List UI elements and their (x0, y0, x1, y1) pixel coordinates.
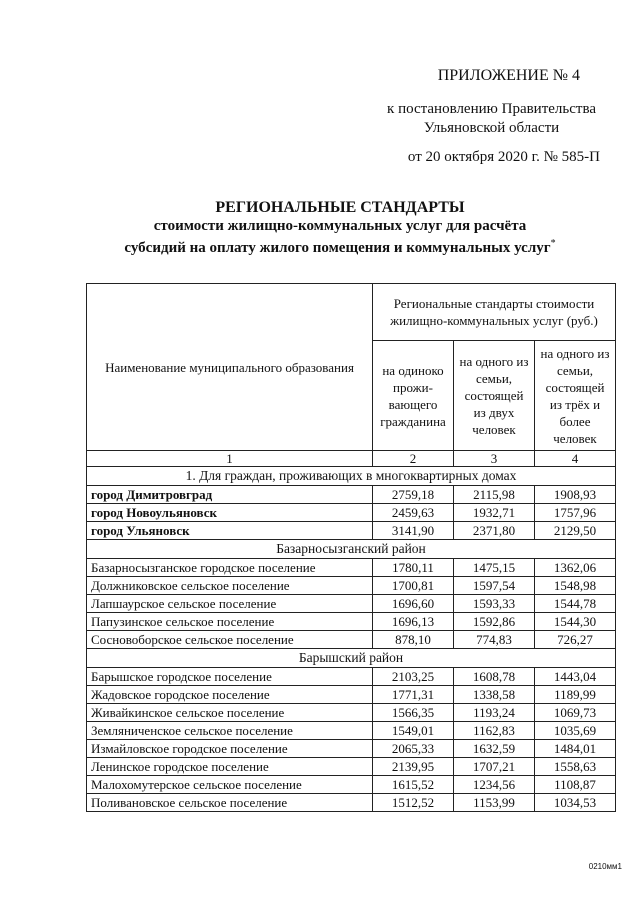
table-row (87, 740, 616, 758)
two-person-value: 1707,21 (454, 758, 535, 776)
three-plus-value: 1548,98 (535, 577, 616, 595)
document-subtitle-line1: стоимости жилищно-коммунальных услуг для расчёта (153, 218, 527, 234)
three-plus-value: 1108,87 (535, 776, 616, 794)
single-value: 1700,81 (373, 577, 454, 595)
section-heading: Барышский район (87, 649, 616, 668)
single-value: 878,10 (373, 631, 454, 649)
two-person-value: 1608,78 (454, 668, 535, 686)
column-number: 2 (373, 451, 454, 467)
single-value: 1780,11 (373, 559, 454, 577)
column-header-name: Наименование муниципального образования (87, 284, 373, 451)
three-plus-value: 1189,99 (535, 686, 616, 704)
three-plus-value: 726,27 (535, 631, 616, 649)
resolution-reference (387, 100, 596, 138)
two-person-value: 1593,33 (454, 595, 535, 613)
single-value: 3141,90 (373, 522, 454, 540)
column-number: 4 (535, 451, 616, 467)
resolution-date: от 20 октября 2020 г. № 585-П (407, 149, 600, 165)
municipality-name: Живайкинское сельское поселение (87, 704, 373, 722)
single-value: 1512,52 (373, 794, 454, 812)
table-row (87, 577, 616, 595)
table-row (87, 486, 616, 504)
table-header-row (87, 284, 616, 341)
section-heading: Базарносызганский район (87, 540, 616, 559)
municipality-name: Измайловское городское поселение (87, 740, 373, 758)
municipality-name: Земляниченское сельское поселение (87, 722, 373, 740)
three-plus-value: 1558,63 (535, 758, 616, 776)
table-row (87, 722, 616, 740)
single-value: 2139,95 (373, 758, 454, 776)
table-row (87, 794, 616, 812)
municipality-name: Сосновоборское сельское поселение (87, 631, 373, 649)
two-person-value: 2115,98 (454, 486, 535, 504)
single-value: 2065,33 (373, 740, 454, 758)
single-value: 1696,13 (373, 613, 454, 631)
municipality-name: Папузинское сельское поселение (87, 613, 373, 631)
two-person-value: 1193,24 (454, 704, 535, 722)
municipality-name: город Димитровград (87, 486, 373, 504)
municipality-name: город Ульяновск (87, 522, 373, 540)
municipality-name: Малохомутерское сельское поселение (87, 776, 373, 794)
footnote-mark: * (550, 238, 556, 249)
table-row (87, 613, 616, 631)
section-row (87, 467, 616, 486)
document-subtitle-line2 (60, 234, 620, 258)
two-person-value: 1592,86 (454, 613, 535, 631)
table-row (87, 686, 616, 704)
section-row (87, 540, 616, 559)
municipality-name: Должниковское сельское поселение (87, 577, 373, 595)
section-row (87, 649, 616, 668)
three-plus-value: 1908,93 (535, 486, 616, 504)
document-subtitle-line2-text: субсидий на оплату жилого помещения и коммунальных услуг (124, 240, 551, 256)
three-plus-value: 1544,30 (535, 613, 616, 631)
document-title: РЕГИОНАЛЬНЫЕ СТАНДАРТЫ (215, 199, 465, 216)
three-plus-value: 1484,01 (535, 740, 616, 758)
table-row (87, 595, 616, 613)
single-value: 1549,01 (373, 722, 454, 740)
appendix-number: ПРИЛОЖЕНИЕ № 4 (437, 67, 580, 84)
table-row (87, 522, 616, 540)
document-code: 0210мм1 (588, 862, 622, 871)
single-value: 1566,35 (373, 704, 454, 722)
table-row (87, 668, 616, 686)
two-person-value: 774,83 (454, 631, 535, 649)
three-plus-value: 2129,50 (535, 522, 616, 540)
municipality-name: Барышское городское поселение (87, 668, 373, 686)
two-person-value: 1153,99 (454, 794, 535, 812)
column-group-header: Региональные стандарты стоимости жилищно-коммунальных услуг (руб.) (373, 284, 616, 341)
two-person-value: 1338,58 (454, 686, 535, 704)
single-value: 1696,60 (373, 595, 454, 613)
three-plus-value: 1069,73 (535, 704, 616, 722)
column-header-three-plus: на одного из семьи, состоящей из трёх и более человек (535, 341, 616, 451)
three-plus-value: 1443,04 (535, 668, 616, 686)
table-row (87, 758, 616, 776)
municipality-name: Жадовское городское поселение (87, 686, 373, 704)
municipality-name: город Новоульяновск (87, 504, 373, 522)
two-person-value: 1475,15 (454, 559, 535, 577)
column-number: 3 (454, 451, 535, 467)
two-person-value: 1632,59 (454, 740, 535, 758)
table-row (87, 559, 616, 577)
resolution-reference-line1: к постановлению Правительства (387, 101, 596, 117)
table-body (87, 467, 616, 812)
two-person-value: 1597,54 (454, 577, 535, 595)
municipality-name: Поливановское сельское поселение (87, 794, 373, 812)
three-plus-value: 1544,78 (535, 595, 616, 613)
table-row (87, 631, 616, 649)
municipality-name: Лапшаурское сельское поселение (87, 595, 373, 613)
municipality-name: Ленинское городское поселение (87, 758, 373, 776)
three-plus-value: 1362,06 (535, 559, 616, 577)
single-value: 2759,18 (373, 486, 454, 504)
column-header-single: на одиноко прожи-вающего гражданина (373, 341, 454, 451)
table-row (87, 704, 616, 722)
two-person-value: 1932,71 (454, 504, 535, 522)
single-value: 1771,31 (373, 686, 454, 704)
single-value: 1615,52 (373, 776, 454, 794)
standards-table (86, 283, 616, 812)
section-heading: 1. Для граждан, проживающих в многоквартирных домах (87, 467, 616, 486)
column-number: 1 (87, 451, 373, 467)
two-person-value: 2371,80 (454, 522, 535, 540)
table-row (87, 504, 616, 522)
three-plus-value: 1757,96 (535, 504, 616, 522)
column-number-row (87, 451, 616, 467)
single-value: 2103,25 (373, 668, 454, 686)
two-person-value: 1162,83 (454, 722, 535, 740)
two-person-value: 1234,56 (454, 776, 535, 794)
municipality-name: Базарносызганское городское поселение (87, 559, 373, 577)
table-row (87, 776, 616, 794)
three-plus-value: 1034,53 (535, 794, 616, 812)
column-header-two-person: на одного из семьи, состоящей из двух человек (454, 341, 535, 451)
three-plus-value: 1035,69 (535, 722, 616, 740)
resolution-reference-line2: Ульяновской области (423, 120, 560, 136)
single-value: 2459,63 (373, 504, 454, 522)
